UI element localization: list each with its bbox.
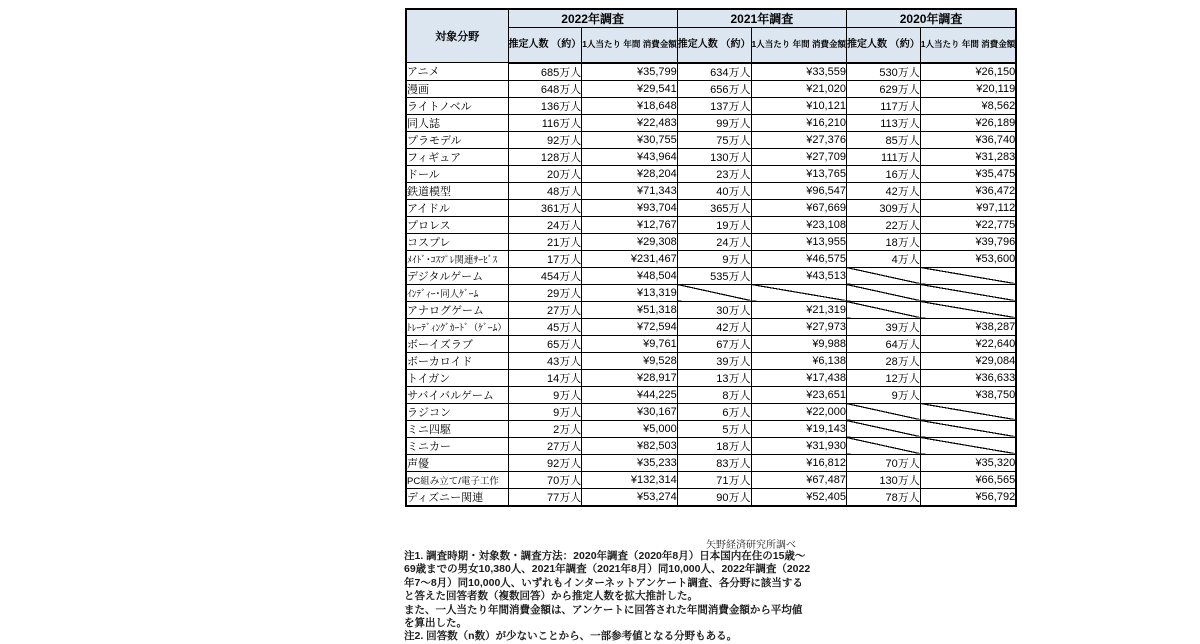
value-cell: 42万人 xyxy=(846,182,920,199)
subheader-people-2021: 推定人数 （約） xyxy=(677,28,751,63)
category-label: アナログゲーム xyxy=(406,301,508,318)
value-cell: ¥97,112 xyxy=(920,199,1016,216)
value-cell: ¥66,565 xyxy=(920,471,1016,488)
value-cell: ¥13,765 xyxy=(751,165,846,182)
value-cell: 128万人 xyxy=(508,148,582,165)
value-cell: ¥44,225 xyxy=(582,386,677,403)
value-cell: 16万人 xyxy=(846,165,920,182)
value-cell: 361万人 xyxy=(508,199,582,216)
col-group-2022: 2022年調査 xyxy=(508,9,677,28)
subheader-spend-2021: 1人当たり 年間 消費金額 xyxy=(751,28,846,63)
value-cell: ¥27,709 xyxy=(751,148,846,165)
table-row xyxy=(406,403,1016,420)
value-cell: 39万人 xyxy=(846,318,920,335)
table-row xyxy=(406,80,1016,97)
value-cell: ¥132,314 xyxy=(582,471,677,488)
table-row xyxy=(406,386,1016,403)
value-cell: ¥19,143 xyxy=(751,420,846,437)
no-data-cell xyxy=(677,284,751,301)
value-cell: 12万人 xyxy=(846,369,920,386)
value-cell: 28万人 xyxy=(846,352,920,369)
category-label: ｲﾝﾃﾞｨｰ･同人ｹﾞｰﾑ xyxy=(406,284,508,301)
value-cell: 8万人 xyxy=(677,386,751,403)
note-1: 注1. 調査時期・対象数・調査方法：2020年調査（2020年8月）日本国内在住の15歳～69歳までの男女10,380人、2021年調査（2021年8月）同10,000人、2022年調査（2022年7～8月）同10,000人、いずれもインターネットアンケート調査、各分野に該当すると答えた回答者数（複数回答）から推定人数を拡大推計した。 xyxy=(404,550,811,603)
table-row xyxy=(406,488,1016,506)
table-row xyxy=(406,454,1016,471)
value-cell: ¥51,318 xyxy=(582,301,677,318)
no-data-cell xyxy=(920,284,1016,301)
category-label: アニメ xyxy=(406,63,508,81)
value-cell: 85万人 xyxy=(846,131,920,148)
corner-header: 対象分野 xyxy=(406,9,508,63)
category-label: サバイバルゲーム xyxy=(406,386,508,403)
value-cell: ¥26,189 xyxy=(920,114,1016,131)
no-data-cell xyxy=(751,284,846,301)
category-label: コスプレ xyxy=(406,233,508,250)
value-cell: 130万人 xyxy=(677,148,751,165)
value-cell: 45万人 xyxy=(508,318,582,335)
value-cell: 6万人 xyxy=(677,403,751,420)
value-cell: 5万人 xyxy=(677,420,751,437)
value-cell: 530万人 xyxy=(846,63,920,81)
value-cell: 309万人 xyxy=(846,199,920,216)
value-cell: ¥18,648 xyxy=(582,97,677,114)
value-cell: 656万人 xyxy=(677,80,751,97)
value-cell: ¥23,108 xyxy=(751,216,846,233)
table-row xyxy=(406,437,1016,454)
value-cell: 19万人 xyxy=(677,216,751,233)
table-body xyxy=(406,63,1016,506)
table-row xyxy=(406,63,1016,81)
value-cell: 17万人 xyxy=(508,250,582,267)
value-cell: ¥53,274 xyxy=(582,488,677,506)
value-cell: 4万人 xyxy=(846,250,920,267)
group-header-row xyxy=(406,9,1016,28)
value-cell: 685万人 xyxy=(508,63,582,81)
value-cell: 75万人 xyxy=(677,131,751,148)
value-cell: 24万人 xyxy=(508,216,582,233)
value-cell: ¥93,704 xyxy=(582,199,677,216)
value-cell: 136万人 xyxy=(508,97,582,114)
value-cell: ¥29,308 xyxy=(582,233,677,250)
value-cell: 14万人 xyxy=(508,369,582,386)
value-cell: 39万人 xyxy=(677,352,751,369)
no-data-cell xyxy=(920,267,1016,284)
value-cell: 92万人 xyxy=(508,131,582,148)
value-cell: ¥16,210 xyxy=(751,114,846,131)
table-row xyxy=(406,250,1016,267)
value-cell: 70万人 xyxy=(846,454,920,471)
table-row xyxy=(406,267,1016,284)
table-row xyxy=(406,352,1016,369)
no-data-cell xyxy=(846,403,920,420)
category-label: デジタルゲーム xyxy=(406,267,508,284)
subheader-people-2020: 推定人数 （約） xyxy=(846,28,920,63)
value-cell: ¥39,796 xyxy=(920,233,1016,250)
value-cell: ¥82,503 xyxy=(582,437,677,454)
value-cell: 92万人 xyxy=(508,454,582,471)
category-label: PC組み立て/電子工作 xyxy=(406,471,508,488)
value-cell: ¥17,438 xyxy=(751,369,846,386)
table-row xyxy=(406,182,1016,199)
category-label: ボーカロイド xyxy=(406,352,508,369)
table-row xyxy=(406,420,1016,437)
table-row xyxy=(406,233,1016,250)
value-cell: 21万人 xyxy=(508,233,582,250)
table-row xyxy=(406,131,1016,148)
value-cell: ¥36,740 xyxy=(920,131,1016,148)
value-cell: ¥20,119 xyxy=(920,80,1016,97)
value-cell: 43万人 xyxy=(508,352,582,369)
table-row xyxy=(406,216,1016,233)
category-label: トイガン xyxy=(406,369,508,386)
value-cell: ¥35,320 xyxy=(920,454,1016,471)
value-cell: ¥36,633 xyxy=(920,369,1016,386)
no-data-cell xyxy=(920,301,1016,318)
value-cell: ¥13,319 xyxy=(582,284,677,301)
value-cell: ¥56,792 xyxy=(920,488,1016,506)
value-cell: 78万人 xyxy=(846,488,920,506)
value-cell: 9万人 xyxy=(508,403,582,420)
value-cell: ¥6,138 xyxy=(751,352,846,369)
value-cell: ¥9,761 xyxy=(582,335,677,352)
subheader-spend-2020: 1人当たり 年間 消費金額 xyxy=(920,28,1016,63)
value-cell: ¥31,283 xyxy=(920,148,1016,165)
value-cell: 70万人 xyxy=(508,471,582,488)
value-cell: 13万人 xyxy=(677,369,751,386)
value-cell: 22万人 xyxy=(846,216,920,233)
no-data-cell xyxy=(846,284,920,301)
value-cell: ¥12,767 xyxy=(582,216,677,233)
value-cell: ¥22,775 xyxy=(920,216,1016,233)
value-cell: ¥67,487 xyxy=(751,471,846,488)
category-label: ライトノベル xyxy=(406,97,508,114)
value-cell: 130万人 xyxy=(846,471,920,488)
value-cell: ¥27,376 xyxy=(751,131,846,148)
note-1b: また、一人当たり年間消費金額は、アンケートに回答された年間消費金額から平均値を算出した。 xyxy=(404,603,803,630)
footnotes xyxy=(404,550,812,644)
value-cell: 113万人 xyxy=(846,114,920,131)
value-cell: ¥35,475 xyxy=(920,165,1016,182)
no-data-cell xyxy=(920,403,1016,420)
value-cell: ¥5,000 xyxy=(582,420,677,437)
value-cell: ¥38,750 xyxy=(920,386,1016,403)
value-cell: 117万人 xyxy=(846,97,920,114)
value-cell: 27万人 xyxy=(508,437,582,454)
table-row xyxy=(406,199,1016,216)
value-cell: ¥9,528 xyxy=(582,352,677,369)
table-row xyxy=(406,318,1016,335)
value-cell: 648万人 xyxy=(508,80,582,97)
value-cell: 83万人 xyxy=(677,454,751,471)
category-label: ﾄﾚｰﾃﾞｨﾝｸﾞｶｰﾄﾞ（ｹﾞｰﾑ） xyxy=(406,318,508,335)
category-label: プラモデル xyxy=(406,131,508,148)
value-cell: 116万人 xyxy=(508,114,582,131)
value-cell: ¥46,575 xyxy=(751,250,846,267)
value-cell: ¥28,917 xyxy=(582,369,677,386)
value-cell: ¥48,504 xyxy=(582,267,677,284)
category-label: プロレス xyxy=(406,216,508,233)
value-cell: ¥31,930 xyxy=(751,437,846,454)
value-cell: ¥21,319 xyxy=(751,301,846,318)
source-credit: 矢野経済研究所調べ xyxy=(706,540,796,551)
value-cell: 77万人 xyxy=(508,488,582,506)
value-cell: ¥26,150 xyxy=(920,63,1016,81)
value-cell: 65万人 xyxy=(508,335,582,352)
subheader-spend-2022: 1人当たり 年間 消費金額 xyxy=(582,28,677,63)
category-label: ボーイズラブ xyxy=(406,335,508,352)
value-cell: ¥10,121 xyxy=(751,97,846,114)
category-label: ミニ四駆 xyxy=(406,420,508,437)
value-cell: 99万人 xyxy=(677,114,751,131)
value-cell: ¥36,472 xyxy=(920,182,1016,199)
value-cell: ¥96,547 xyxy=(751,182,846,199)
value-cell: ¥27,973 xyxy=(751,318,846,335)
subheader-people-2022: 推定人数 （約） xyxy=(508,28,582,63)
value-cell: ¥22,640 xyxy=(920,335,1016,352)
no-data-cell xyxy=(846,420,920,437)
value-cell: 71万人 xyxy=(677,471,751,488)
value-cell: ¥13,955 xyxy=(751,233,846,250)
col-group-2020: 2020年調査 xyxy=(846,9,1016,28)
value-cell: ¥53,600 xyxy=(920,250,1016,267)
value-cell: 20万人 xyxy=(508,165,582,182)
value-cell: 634万人 xyxy=(677,63,751,81)
value-cell: ¥29,541 xyxy=(582,80,677,97)
value-cell: ¥30,755 xyxy=(582,131,677,148)
category-label: アイドル xyxy=(406,199,508,216)
value-cell: ¥52,405 xyxy=(751,488,846,506)
value-cell: 29万人 xyxy=(508,284,582,301)
value-cell: ¥43,964 xyxy=(582,148,677,165)
table-row xyxy=(406,471,1016,488)
value-cell: 9万人 xyxy=(846,386,920,403)
table-row xyxy=(406,148,1016,165)
category-label: ミニカー xyxy=(406,437,508,454)
value-cell: 18万人 xyxy=(677,437,751,454)
col-group-2021: 2021年調査 xyxy=(677,9,846,28)
category-label: ドール xyxy=(406,165,508,182)
value-cell: 111万人 xyxy=(846,148,920,165)
value-cell: ¥38,287 xyxy=(920,318,1016,335)
value-cell: 137万人 xyxy=(677,97,751,114)
category-label: 鉄道模型 xyxy=(406,182,508,199)
value-cell: 535万人 xyxy=(677,267,751,284)
no-data-cell xyxy=(920,437,1016,454)
no-data-cell xyxy=(920,420,1016,437)
value-cell: ¥35,233 xyxy=(582,454,677,471)
no-data-cell xyxy=(846,267,920,284)
value-cell: ¥71,343 xyxy=(582,182,677,199)
value-cell: ¥67,669 xyxy=(751,199,846,216)
value-cell: 23万人 xyxy=(677,165,751,182)
value-cell: 454万人 xyxy=(508,267,582,284)
no-data-cell xyxy=(846,301,920,318)
value-cell: ¥43,513 xyxy=(751,267,846,284)
category-label: ラジコン xyxy=(406,403,508,420)
value-cell: ¥72,594 xyxy=(582,318,677,335)
value-cell: 48万人 xyxy=(508,182,582,199)
no-data-cell xyxy=(846,437,920,454)
value-cell: ¥29,084 xyxy=(920,352,1016,369)
value-cell: 30万人 xyxy=(677,301,751,318)
category-label: 漫画 xyxy=(406,80,508,97)
table-row xyxy=(406,284,1016,301)
value-cell: 64万人 xyxy=(846,335,920,352)
value-cell: 24万人 xyxy=(677,233,751,250)
value-cell: ¥9,988 xyxy=(751,335,846,352)
value-cell: 27万人 xyxy=(508,301,582,318)
value-cell: ¥22,000 xyxy=(751,403,846,420)
value-cell: ¥33,559 xyxy=(751,63,846,81)
value-cell: 40万人 xyxy=(677,182,751,199)
value-cell: ¥30,167 xyxy=(582,403,677,420)
value-cell: ¥16,812 xyxy=(751,454,846,471)
note-2: 注2. 回答数（n数）が少ないことから、一部参考値となる分野もある。 xyxy=(404,630,738,643)
value-cell: ¥8,562 xyxy=(920,97,1016,114)
value-cell: 365万人 xyxy=(677,199,751,216)
value-cell: 2万人 xyxy=(508,420,582,437)
table-row xyxy=(406,369,1016,386)
value-cell: ¥23,651 xyxy=(751,386,846,403)
value-cell: ¥22,483 xyxy=(582,114,677,131)
category-label: 声優 xyxy=(406,454,508,471)
value-cell: 90万人 xyxy=(677,488,751,506)
otaku-consumption-table xyxy=(405,8,1017,507)
value-cell: ¥35,799 xyxy=(582,63,677,81)
table-row xyxy=(406,165,1016,182)
category-label: 同人誌 xyxy=(406,114,508,131)
table-row xyxy=(406,114,1016,131)
value-cell: ¥21,020 xyxy=(751,80,846,97)
value-cell: 42万人 xyxy=(677,318,751,335)
table-row xyxy=(406,335,1016,352)
category-label: フィギュア xyxy=(406,148,508,165)
value-cell: 9万人 xyxy=(677,250,751,267)
value-cell: 9万人 xyxy=(508,386,582,403)
table-header xyxy=(406,9,1016,63)
value-cell: 67万人 xyxy=(677,335,751,352)
category-label: ﾒｲﾄﾞ･ｺｽﾌﾟﾚ関連ｻｰﾋﾞｽ xyxy=(406,250,508,267)
value-cell: ¥28,204 xyxy=(582,165,677,182)
value-cell: 629万人 xyxy=(846,80,920,97)
value-cell: ¥231,467 xyxy=(582,250,677,267)
table-row xyxy=(406,301,1016,318)
value-cell: 18万人 xyxy=(846,233,920,250)
table-row xyxy=(406,97,1016,114)
category-label: ディズニー関連 xyxy=(406,488,508,506)
